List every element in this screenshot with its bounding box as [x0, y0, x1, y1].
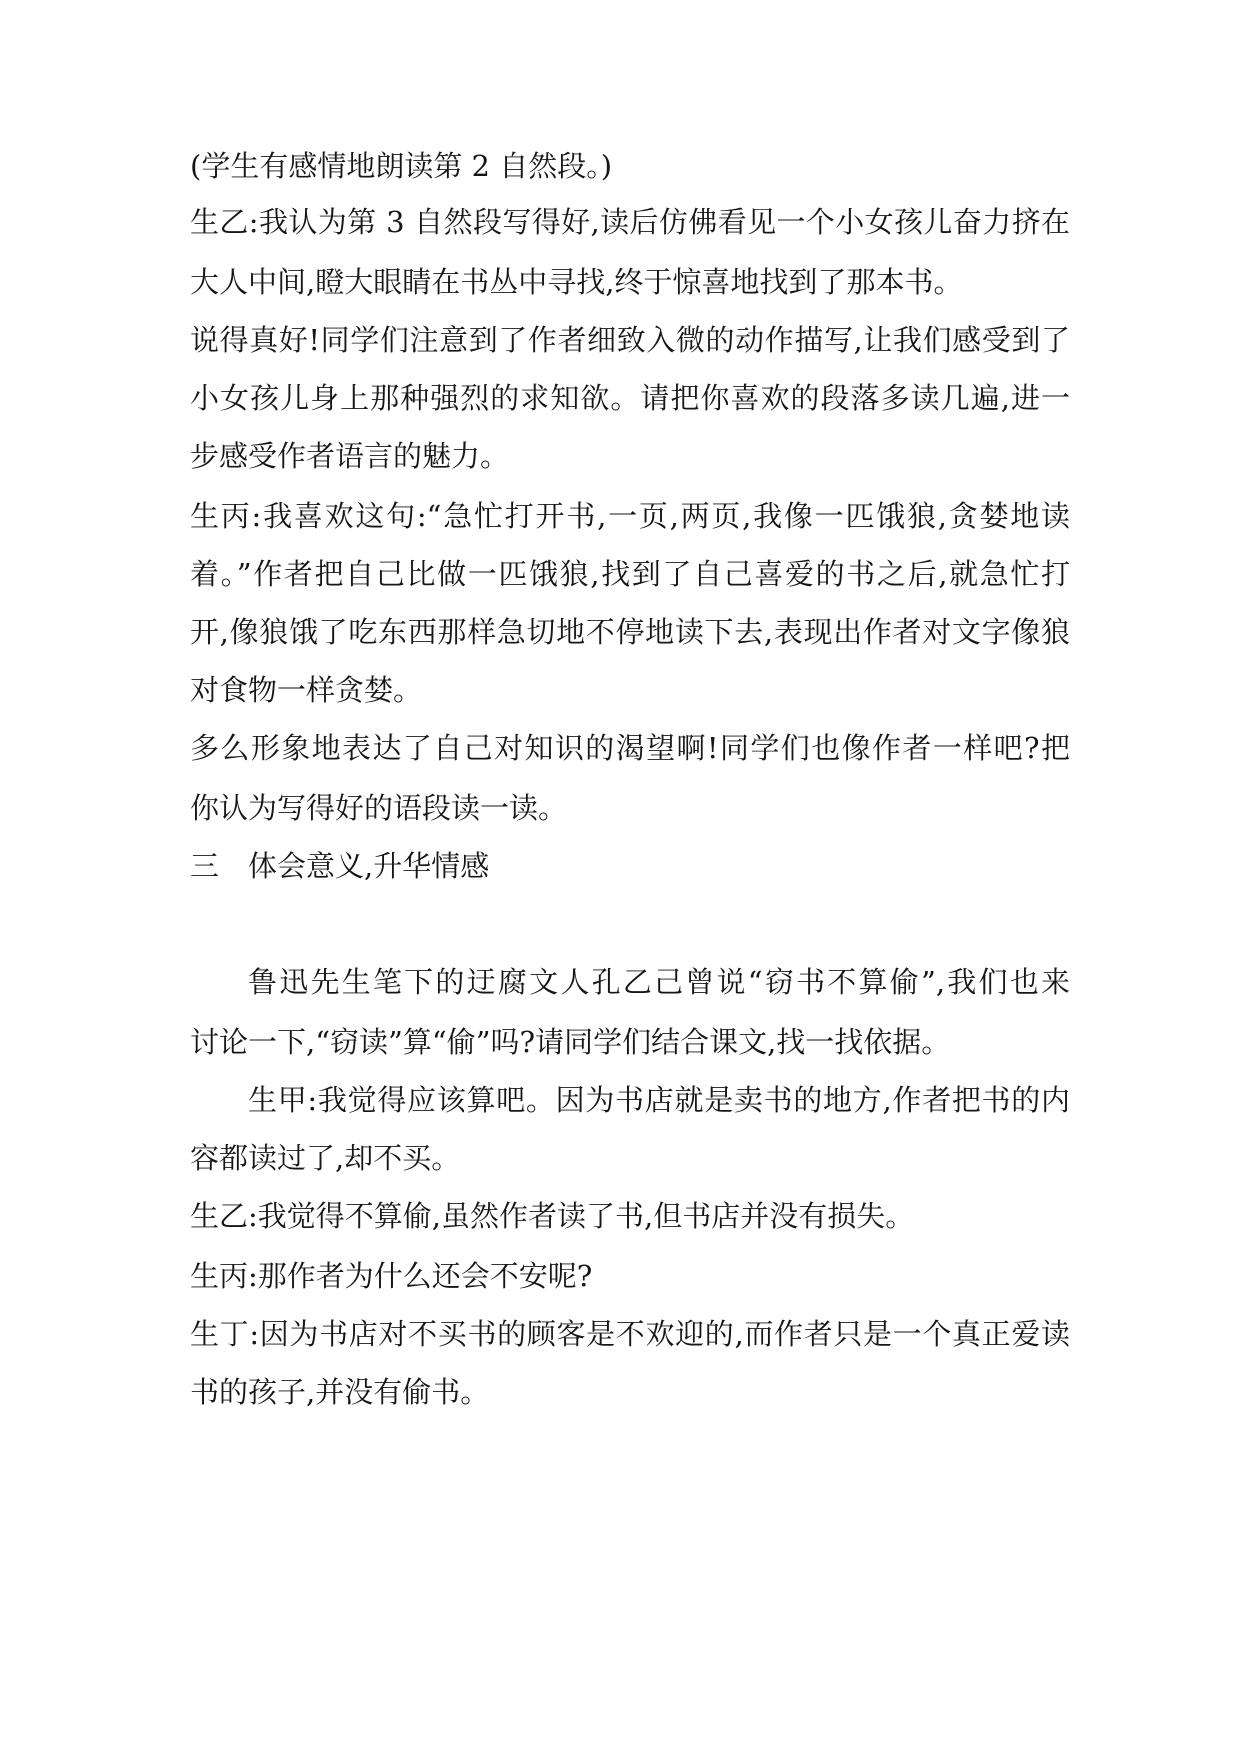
text-line-3: 大人中间,瞪大眼睛在书丛中寻找,终于惊喜地找到了那本书。 — [190, 265, 963, 299]
text-line-16: 容都读过了,却不买。 — [190, 1141, 461, 1175]
text-line-19: 生丁:因为书店对不买书的顾客是不欢迎的,而作者只是一个真正爱读 — [190, 1317, 1070, 1351]
text-line-2: 生乙:我认为第 3 自然段写得好,读后仿佛看见一个小女孩儿奋力挤在 — [190, 205, 1070, 239]
text-line-11: 多么形象地表达了自己对知识的渴望啊!同学们也像作者一样吧?把 — [190, 731, 1070, 765]
text-line-4: 说得真好!同学们注意到了作者细致入微的动作描写,让我们感受到了 — [190, 323, 1070, 357]
text-line-20: 书的孩子,并没有偷书。 — [190, 1375, 490, 1409]
text-line-7: 生丙:我喜欢这句:“急忙打开书,一页,两页,我像一匹饿狼,贪婪地读 — [190, 499, 1070, 533]
text-line-1: (学生有感情地朗读第 2 自然段。) — [190, 149, 613, 183]
section-heading-number: 三 — [190, 849, 220, 883]
text-line-10: 对食物一样贪婪。 — [190, 673, 423, 707]
text-line-6: 步感受作者语言的魅力。 — [190, 439, 510, 473]
section-heading — [190, 846, 1070, 886]
text-line-8: 着。”作者把自己比做一匹饿狼,找到了自己喜爱的书之后,就急忙打 — [190, 557, 1070, 591]
text-line-17: 生乙:我觉得不算偷,虽然作者读了书,但书店并没有损失。 — [190, 1199, 915, 1233]
text-line-12: 你认为写得好的语段读一读。 — [190, 791, 568, 825]
text-line-13: 鲁迅先生笔下的迂腐文人孔乙己曾说“窃书不算偷”,我们也来 — [248, 965, 1070, 999]
text-line-18: 生丙:那作者为什么还会不安呢? — [190, 1259, 593, 1293]
text-line-9: 开,像狼饿了吃东西那样急切地不停地读下去,表现出作者对文字像狼 — [190, 615, 1070, 649]
text-line-5: 小女孩儿身上那种强烈的求知欲。请把你喜欢的段落多读几遍,进一 — [190, 381, 1070, 415]
section-heading-title: 体会意义,升华情感 — [248, 849, 490, 883]
text-line-15: 生甲:我觉得应该算吧。因为书店就是卖书的地方,作者把书的内 — [248, 1083, 1070, 1117]
text-line-14: 讨论一下,“窃读”算“偷”吗?请同学们结合课文,找一找依据。 — [190, 1025, 951, 1059]
